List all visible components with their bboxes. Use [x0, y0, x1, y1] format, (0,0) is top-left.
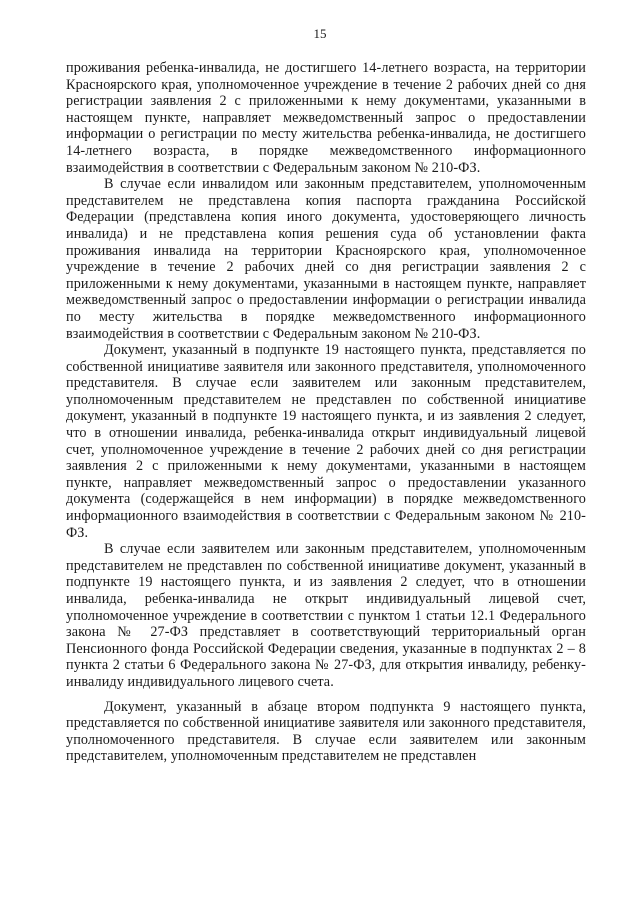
document-body [66, 60, 586, 765]
paragraph-5: Документ, указанный в абзаце втором подпункта 9 настоящего пункта, представляется по собственной инициативе заявителя или законного представителя, уполномоченного представителя. В случае если заявителем или законным представителем, уполномоченным представителем не представлен [66, 698, 586, 765]
paragraph-4: В случае если заявителем или законным представителем, уполномоченным представителем не представлен по собственной инициативе документ, указанный в подпункте 19 настоящего пункта, и из заявления 2 следует, что в отношении инвалида, ребенка-инвалида не открыт индивидуальный лицевой счет, уполномоченное учреждение в соответствии с пунктом 1 статьи 12.1 Федерального закона № 27-ФЗ представляет в соответствующий территориальный орган Пенсионного фонда Российской Федерации сведения, указанные в подпунктах 2 – 8 пункта 2 статьи 6 Федерального закона № 27-ФЗ, для открытия инвалиду, ребенку-инвалиду индивидуального лицевого счета. [66, 541, 586, 690]
paragraph-2: В случае если инвалидом или законным представителем, уполномоченным представителем не представлена копия паспорта гражданина Российской Федерации (представлена копия иного документа, удостоверяющего личность инвалида) и не представлена копия решения суда об установлении факта проживания инвалида на территории Красноярского края, уполномоченное учреждение в течение 2 рабочих дней со дня регистрации заявления 2 с приложенными к нему документами, указанными в настоящем пункте, направляет межведомственный запрос о предоставлении информации о регистрации инвалида по месту жительства в порядке межведомственного информационного взаимодействия в соответствии с Федеральным законом № 210-ФЗ. [66, 176, 586, 342]
page-number: 15 [313, 26, 327, 41]
paragraph-1: проживания ребенка-инвалида, не достигшего 14-летнего возраста, на территории Красноярского края, уполномоченное учреждение в течение 2 рабочих дней со дня регистрации заявления 2 с приложенными к нему документами, указанными в настоящем пункте, направляет межведомственный запрос о предоставлении информации о регистрации по месту жительства ребенка-инвалида, не достигшего 14-летнего возраста, в порядке межведомственного информационного взаимодействия в соответствии с Федеральным законом № 210-ФЗ. [66, 60, 586, 176]
paragraph-3: Документ, указанный в подпункте 19 настоящего пункта, представляется по собственной инициативе заявителя или законного представителя, уполномоченного представителя. В случае если заявителем или законным представителем, уполномоченным представителем не представлен по собственной инициативе документ, указанный в подпункте 19 настоящего пункта, и из заявления 2 следует, что в отношении инвалида, ребенка-инвалида открыт индивидуальный лицевой счет, уполномоченное учреждение в течение 2 рабочих дней со дня регистрации заявления 2 с приложенными к нему документами, указанными в настоящем пункте, направляет межведомственный запрос о предоставлении указанного документа (содержащейся в нем информации) в порядке межведомственного информационного взаимодействия в соответствии с Федеральным законом № 210-ФЗ. [66, 342, 586, 541]
